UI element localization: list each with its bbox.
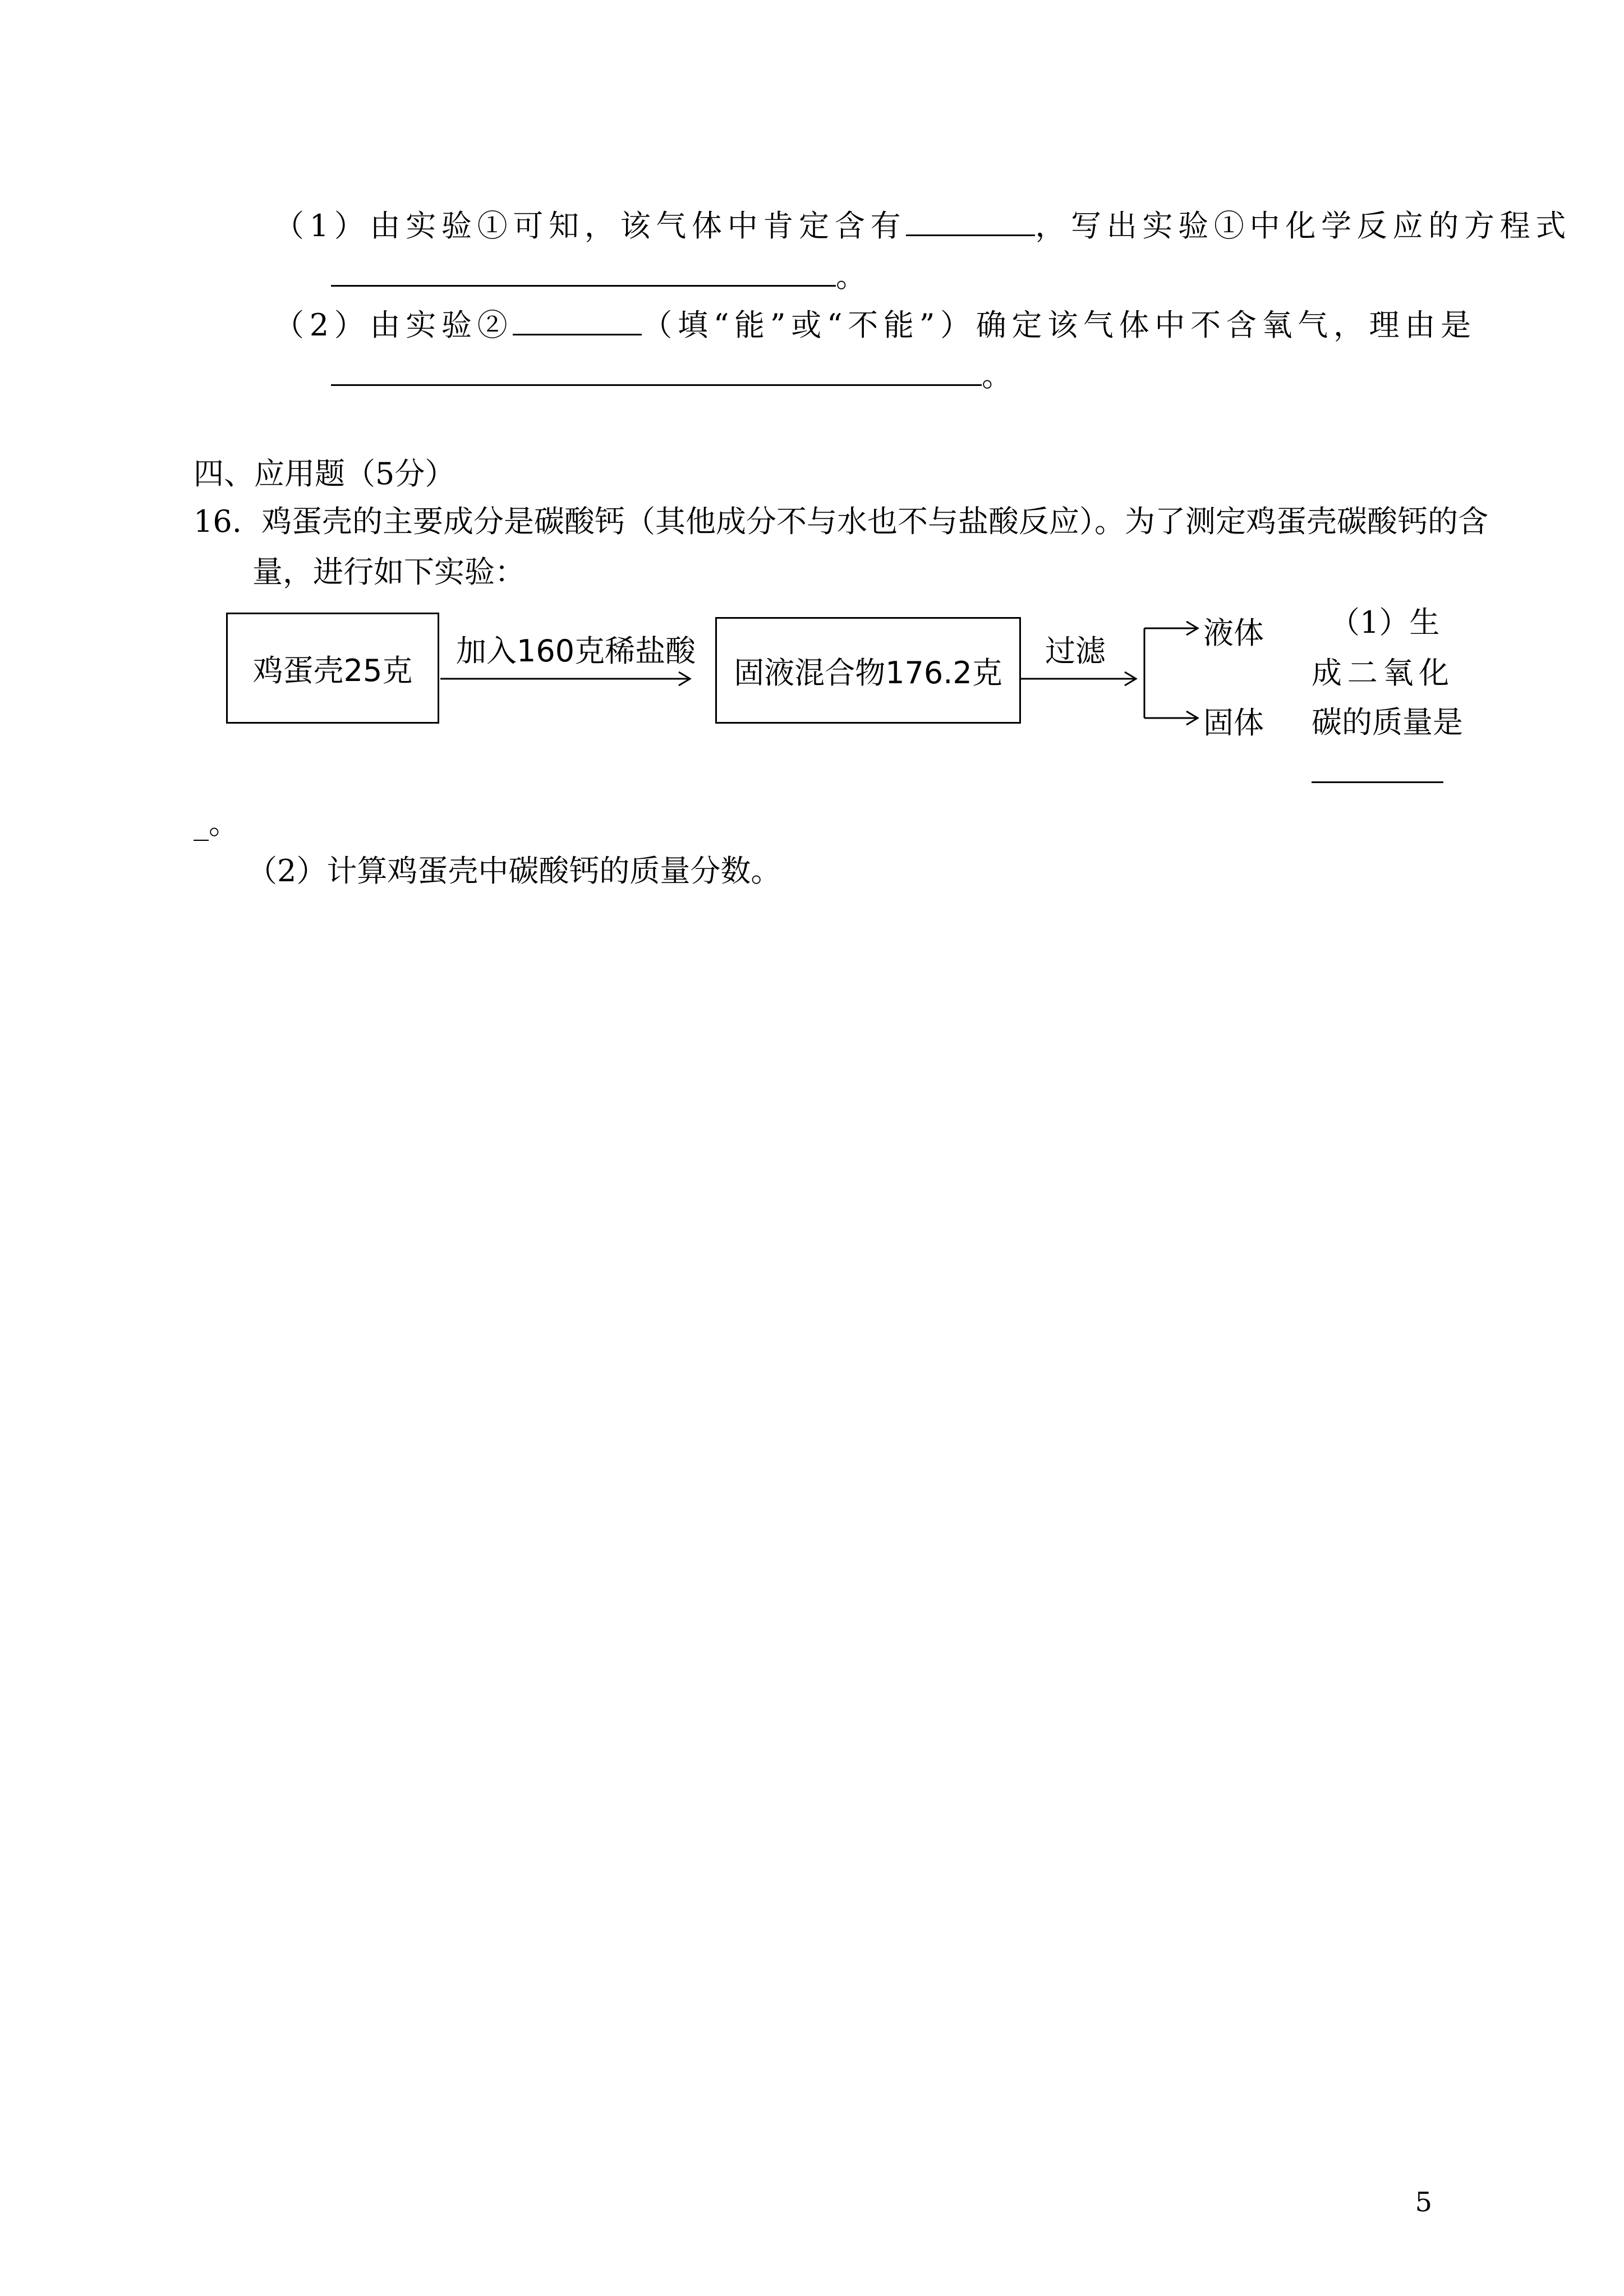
section-heading: 四、应用题（5分） [194,456,456,491]
filter-label: 过滤 [1045,633,1106,669]
answer-blank [513,306,642,335]
answer-blank [906,206,1035,236]
q16-stem-line1 [194,502,1488,541]
q15-part2-text-b: （填“能”或“不能”）确定该气体中不含氧气，理由是 [642,307,1476,343]
page-number: 5 [1415,2187,1432,2218]
q16-part1-line1: （1）生 [1329,605,1440,640]
q16-part1-line2: 成二氧化 [1312,655,1455,691]
q16-part2: （2）计算鸡蛋壳中碳酸钙的质量分数。 [247,853,781,889]
q16-stem-line2: 量，进行如下实验： [252,554,525,590]
q16-number: 16. [194,504,242,539]
q16-part1-line3: 碳的质量是 [1312,705,1463,740]
solid-label: 固体 [1203,705,1264,740]
q15-part2-line1 [274,306,1476,345]
eggshell-box: 鸡蛋壳25克 [226,613,439,724]
mixture-box: 固液混合物176.2克 [715,617,1021,724]
q16-part1-tail: _。 [194,806,239,841]
q15-part1-line2 [331,257,866,296]
q15-part1-end: 。 [836,259,866,294]
experiment-flow-diagram [222,606,1276,740]
answer-blank [1312,753,1443,783]
q15-part1-text-b: ，写出实验①中化学反应的方程式 [1035,208,1572,243]
add-acid-label: 加入160克稀盐酸 [456,633,696,669]
q16-part1-blank-line [1312,753,1443,793]
q15-part2-line2 [331,356,1012,395]
q15-part1-text-a: （1）由实验①可知，该气体中肯定含有 [274,208,907,243]
q15-part2-text-a: （2）由实验② [274,307,513,343]
answer-blank [331,257,836,287]
q16-stem-text: 鸡蛋壳的主要成分是碳酸钙（其他成分不与水也不与盐酸反应）。为了测定鸡蛋壳碳酸钙的含 [261,504,1489,539]
liquid-label: 液体 [1203,615,1264,651]
q15-part2-end: 。 [982,358,1012,393]
answer-blank [331,356,982,386]
q15-part1-line1 [274,206,1571,246]
